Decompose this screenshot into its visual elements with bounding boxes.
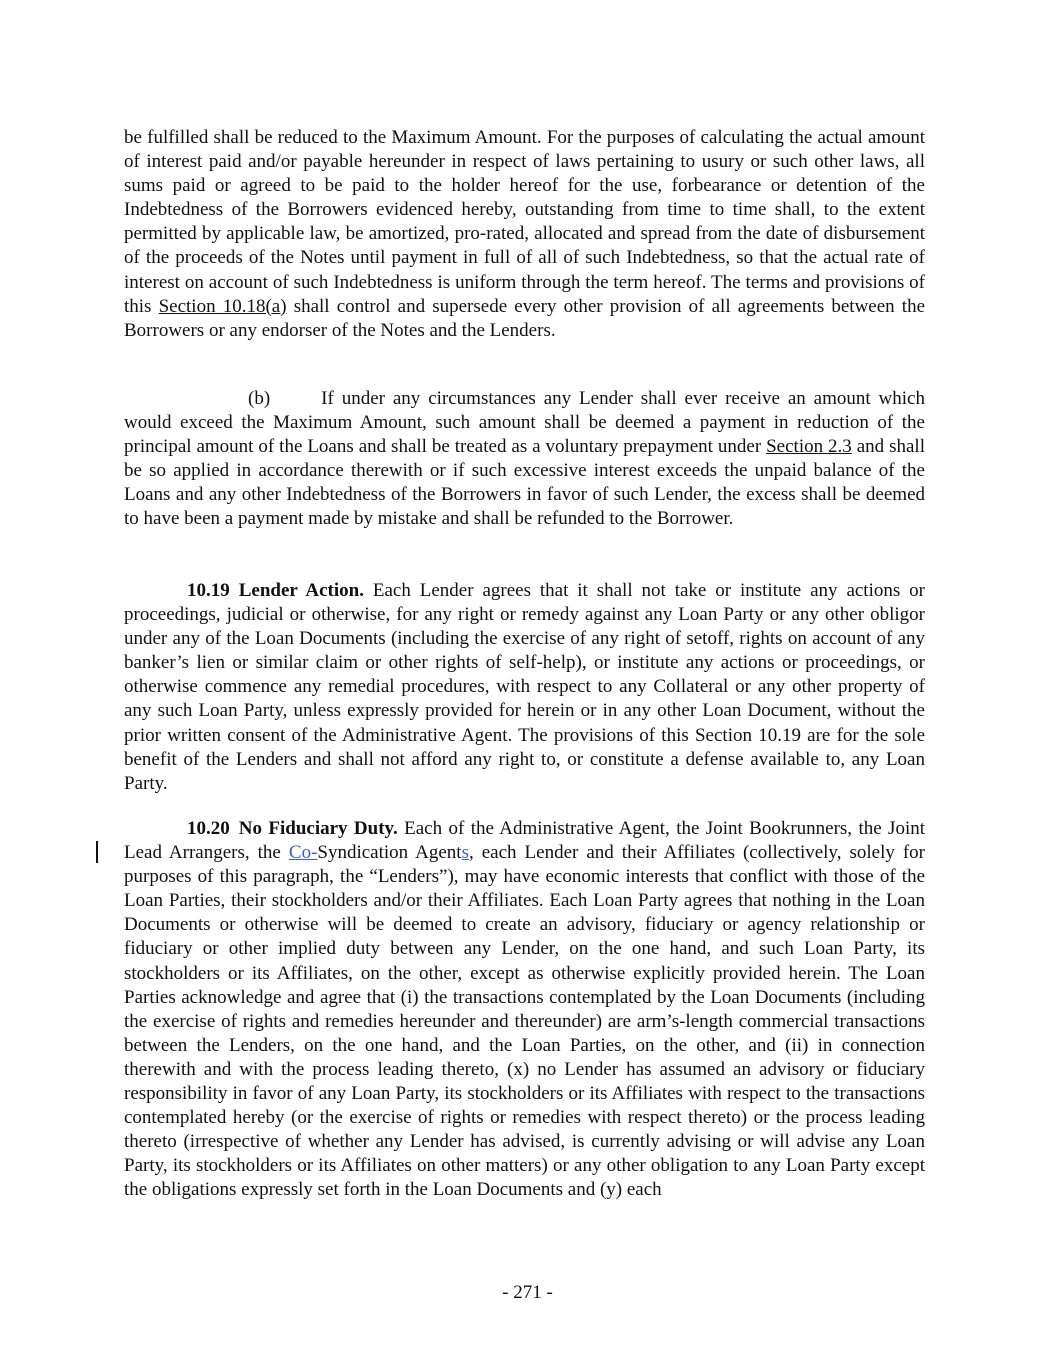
paragraph-text: , each Lender and their Affiliates (collectively, solely for purposes of this paragraph, the “Lenders”), may have economic interests that conflict with those of the Loan Parties, their stockholders and/or their Affiliates. Each Loan Party agrees that nothing in the Loan Documents or otherwise will be deemed to create an advisory, fiduciary or agency relationship or fiduciary or other implied duty between any Lender, on the one hand, and such Loan Party, its stockholders or its Affiliates, on the other, except as otherwise explicitly provided herein. The Loan Parties acknowledge and agree that (i) the transactions contemplated by the Loan Documents (including the exercise of rights and remedies hereunder and thereunder) are arm’s-length commercial transactions between the Lenders, on the one hand, and the Loan Parties, on the other, and (ii) in connection therewith and with the process leading thereto, (x) no Lender has assumed an advisory or fiduciary responsibility in favor of any Loan Party, its stockholders or its Affiliates with respect to the transactions contemplated hereby (or the exercise of rights or remedies with respect thereto) or the process leading thereto (irrespective of whether any Lender has advised, is currently advising or will advise any Loan Party, its stockholders or its Affiliates on other matters) or any other obligation to any Loan Party except the obligations expressly set forth in the Loan Documents and (y) each — [124, 842, 926, 1201]
tracked-insertion: Co- — [288, 842, 318, 864]
page-number: - 271 - — [502, 1282, 553, 1303]
paragraph-text: be fulfilled shall be reduced to the Maximum Amount. For the purposes of calculating the actual amount of interest paid and/or payable hereunder in respect of laws pertaining to usury or such other laws, all sums paid or agreed to be paid to the holder hereof for the use, forbearance or detention of the Indebtedness of the Borrowers evidenced hereby, outstanding from time to time shall, to the extent permitted by applicable law, be amortized, pro-rated, allocated and spread from the date of disbursement of the proceeds of the Notes until payment in full of all of such Indebtedness, so that the actual rate of interest on account of such Indebtedness is uniform through the term hereof. The terms and provisions of this — [124, 127, 925, 317]
section-10-19 — [124, 579, 925, 796]
paragraph-interest-allocation — [124, 126, 925, 343]
tracked-insertion: s — [461, 842, 469, 864]
paragraph-text: shall control and supersede every other provision of all agreements between the Borrowers or any endorser of the Notes and the Lenders. — [124, 295, 926, 341]
paragraph-text: and shall be so applied in accordance therewith or if such excessive interest exceeds the unpaid balance of the Loans and any other Indebtedness of the Borrowers in favor of such Lender, the excess shall be deemed to have been a payment made by mistake and shall be refunded to the Borrower. — [124, 436, 925, 530]
section-heading: No Fiduciary Duty. — [238, 818, 398, 839]
paragraph-text: If under any circumstances any Lender shall ever receive an amount which would exceed the Maximum Amount, such amount shall be deemed a payment in reduction of the principal amount of the Loans and shall be treated as a voluntary prepayment under — [124, 388, 925, 458]
section-reference: Section 10.18(a) — [158, 295, 287, 317]
section-reference: Section 2.3 — [766, 436, 852, 458]
paragraph-text: Each of the Administrative Agent, the Joint Bookrunners, the Joint Lead Arrangers, the — [124, 818, 926, 864]
paragraph-subsection-b — [124, 387, 925, 532]
paragraph-text: Syndication Agent — [317, 842, 462, 864]
section-heading: Lender Action. — [238, 580, 364, 601]
paragraph-text: Each Lender agrees that it shall not take or institute any actions or proceedings, judicial or otherwise, for any right or remedy against any Loan Party or any other obligor under any of the Loan Documents (including the exercise of any right of setoff, rights on account of any banker’s lien or similar claim or other rights of self-help), or institute any actions or proceedings, or otherwise commence any remedial procedures, with respect to any Collateral or any other property of any such Loan Party, unless expressly provided for herein or in any other Loan Document, without the prior written consent of the Administrative Agent. The provisions of this Section 10.19 are for the sole benefit of the Lenders and shall not afford any right to, or constitute a defense available to, any Loan Party. — [124, 580, 925, 794]
section-number: 10.19 — [187, 580, 230, 601]
section-10-20 — [124, 817, 925, 1203]
section-number: 10.20 — [187, 818, 230, 839]
revision-change-bar — [96, 841, 98, 863]
subsection-label: (b) — [248, 388, 271, 409]
